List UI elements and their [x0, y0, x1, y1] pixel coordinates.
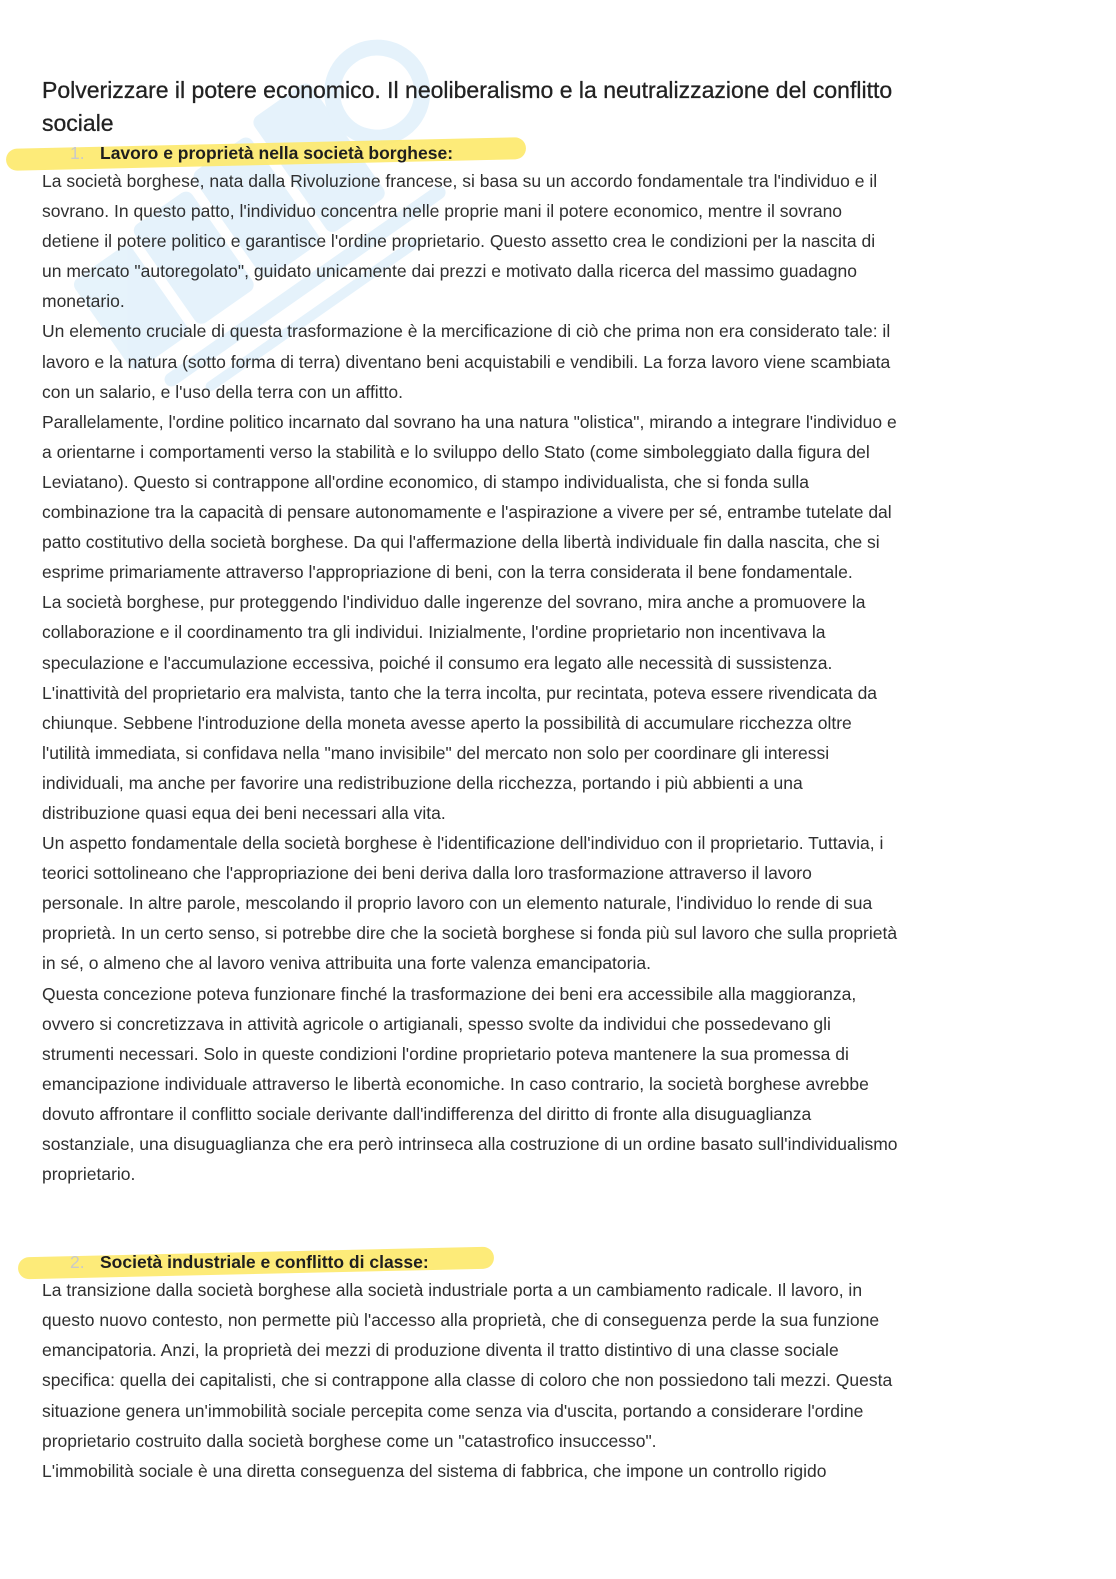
text-line: Leviatano). Questo si contrappone all'ordine economico, di stampo individualista, che si fonda sulla — [42, 471, 809, 492]
text-line: Questa concezione poteva funzionare finché la trasformazione dei beni era accessibile alla maggioranza, — [42, 983, 857, 1004]
text-line: Un aspetto fondamentale della società borghese è l'identificazione dell'individuo con il proprietario. Tuttavia, i — [42, 833, 884, 854]
document-title-line: Polverizzare il potere economico. Il neoliberalismo e la neutralizzazione del conflitto — [42, 77, 893, 103]
document-title — [42, 74, 1074, 140]
text-line: individuali, ma anche per favorire una redistribuzione della ricchezza, portando i più abbienti a una — [42, 772, 803, 793]
section-title: Lavoro e proprietà nella società borghese: — [100, 143, 454, 163]
text-line: emancipatoria. Anzi, la proprietà dei mezzi di produzione diventa il tratto distintivo di una classe sociale — [42, 1340, 839, 1361]
text-line: dovuto affrontare il conflitto sociale derivante dall'indifferenza del diritto di fronte alla disuguaglianza — [42, 1103, 812, 1124]
text-line: questo nuovo contesto, non permette più l'accesso alla proprietà, che di conseguenza perde la sua funzione — [42, 1310, 880, 1331]
text-line: patto costitutivo della società borghese. Da qui l'affermazione della libertà individuale fin dalla nascita, che si — [42, 532, 880, 553]
text-line: personale. In altre parole, mescolando il proprio lavoro con un elemento naturale, l'individuo lo rende di sua — [42, 893, 873, 914]
section-body — [42, 1275, 1074, 1486]
document-title-line: sociale — [42, 110, 114, 136]
text-line: specifica: quella dei capitalisti, che si contrappone alla classe di coloro che non possiedono tali mezzi. Questa — [42, 1370, 893, 1391]
text-line: in sé, o almeno che al lavoro veniva attribuita una forte valenza emancipatoria. — [42, 953, 651, 974]
text-line: speculazione e l'accumulazione eccessiva, poiché il consumo era legato alle necessità di sussistenza. — [42, 652, 833, 673]
text-line: La transizione dalla società borghese alla società industriale porta a un cambiamento radicale. Il lavoro, in — [42, 1280, 863, 1301]
text-line: L'immobilità sociale è una diretta conseguenza del sistema di fabbrica, che impone un controllo rigido — [42, 1460, 827, 1481]
text-line: detiene il potere politico e garantisce l'ordine proprietario. Questo assetto crea le condizioni per la nascita di — [42, 231, 876, 252]
text-line: un mercato "autoregolato", guidato unicamente dai prezzi e motivato dalla ricerca del massimo guadagno — [42, 261, 857, 282]
text-line: sovrano. In questo patto, l'individuo concentra nelle proprie mani il potere economico, mentre il sovrano — [42, 201, 843, 222]
section-title: Società industriale e conflitto di classe: — [100, 1252, 429, 1273]
text-line: proprietà. In un certo senso, si potrebbe dire che la società borghese si fonda più sul lavoro che sulla proprietà — [42, 923, 898, 944]
text-line: L'inattività del proprietario era malvista, tanto che la terra incolta, pur recintata, poteva essere rivendicata da — [42, 682, 878, 703]
text-line: chiunque. Sebbene l'introduzione della moneta avesse aperto la possibilità di accumulare ricchezza oltre — [42, 712, 852, 733]
text-line: Parallelamente, l'ordine politico incarnato dal sovrano ha una natura "olistica", mirando a integrare l'individuo e — [42, 411, 897, 432]
section-number: 2. — [70, 1252, 85, 1273]
text-line: situazione genera un'immobilità sociale percepita come senza via d'uscita, portando a considerare l'ordine — [42, 1400, 864, 1421]
section-body — [42, 166, 1074, 1189]
text-line: distribuzione quasi equa dei beni necessari alla vita. — [42, 802, 446, 823]
text-line: monetario. — [42, 291, 125, 312]
text-line: Un elemento cruciale di questa trasformazione è la mercificazione di ciò che prima non era considerato tale: il — [42, 321, 891, 342]
text-line: esprime primariamente attraverso l'appropriazione di beni, con la terra considerata il bene fondamentale. — [42, 562, 853, 583]
text-line: sostanziale, una disuguaglianza che era però intrinseca alla costruzione di un ordine basato sull'individualismo — [42, 1134, 898, 1154]
text-line: a orientarne i comportamenti verso la stabilità e lo sviluppo dello Stato (come simboleggiato dalla figura del — [42, 441, 870, 462]
document-page — [42, 74, 1074, 1486]
text-line: strumenti necessari. Solo in queste condizioni l'ordine proprietario poteva mantenere la sua promessa di — [42, 1043, 849, 1064]
text-line: La società borghese, pur proteggendo l'individuo dalle ingerenze del sovrano, mira anche a promuovere la — [42, 592, 866, 613]
text-line: combinazione tra la capacità di pensare autonomamente e l'aspirazione a vivere per sé, entrambe tutelate dal — [42, 502, 892, 523]
text-line: emancipazione individuale attraverso le libertà economiche. In caso contrario, la società borghese avrebbe — [42, 1073, 869, 1094]
text-line: con un salario, e l'uso della terra con un affitto. — [42, 381, 404, 402]
section-heading — [42, 140, 1074, 166]
text-line: proprietario costruito dalla società borghese come un "catastrofico insuccesso". — [42, 1430, 657, 1451]
section-heading — [42, 1249, 1074, 1275]
text-line: ovvero si concretizzava in attività agricole o artigianali, spesso svolte da individui che possedevano gli — [42, 1013, 831, 1034]
text-line: proprietario. — [42, 1164, 136, 1185]
text-line: La società borghese, nata dalla Rivoluzione francese, si basa su un accordo fondamentale tra l'individuo e il — [42, 171, 878, 191]
text-line: teorici sottolineano che l'appropriazione dei beni deriva dalla loro trasformazione attraverso il lavoro — [42, 863, 812, 884]
section-number: 1. — [70, 143, 85, 163]
text-line: lavoro e la natura (sotto forma di terra) diventano beni acquistabili e vendibili. La forza lavoro viene scambiata — [42, 351, 891, 372]
text-line: l'utilità immediata, si confidava nella "mano invisibile" del mercato non solo per coordinare gli interessi — [42, 742, 830, 763]
text-line: collaborazione e il coordinamento tra gli individui. Inizialmente, l'ordine proprietario non incentivava la — [42, 622, 826, 643]
